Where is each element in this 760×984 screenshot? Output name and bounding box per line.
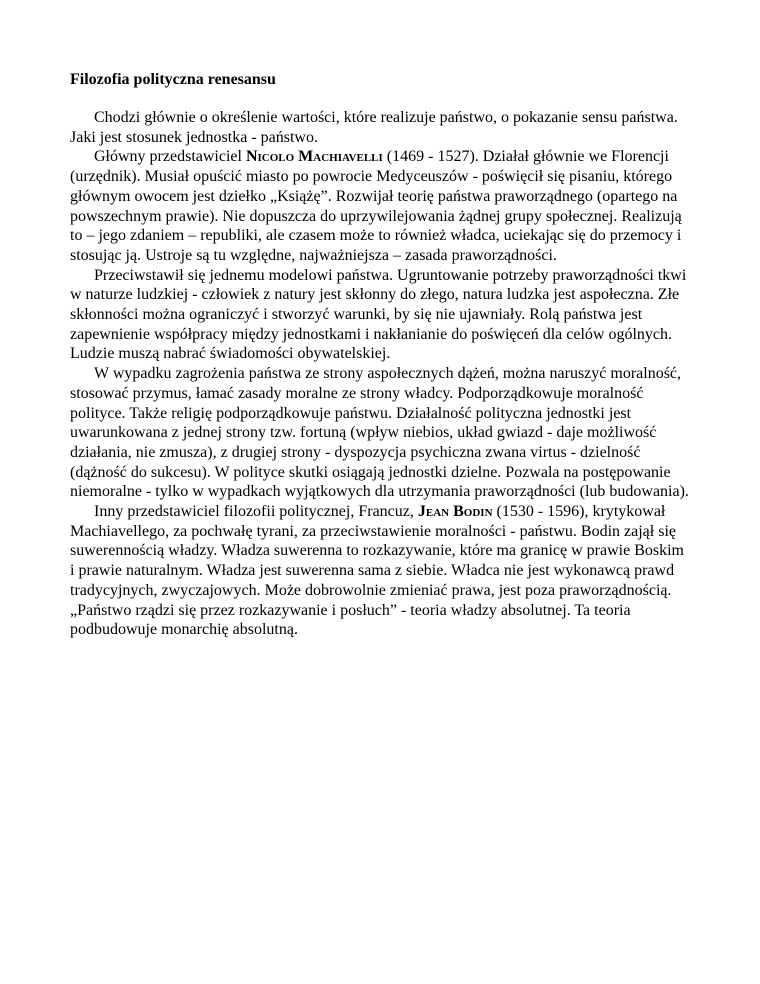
paragraph-2-intro: Główny przedstawiciel <box>94 148 246 166</box>
document-title: Filozofia polityczna renesansu <box>70 71 276 88</box>
paragraph-3: Przeciwstawił się jednemu modelowi państwa. Ugruntowanie potrzeby praworządności tkwi w naturze ludzkiej - człowiek z natury jest skłonny do złego, natura ludzka jest aspołeczna. Złe skłonności można ograniczyć i stworzyć warunki, by się nie ujawniały. Rolą państwa jest zapewnienie współpracy między jednostkami i nakłanianie do poświęceń dla celów ogólnych. Ludzie muszą nabrać świadomości obywatelskiej. <box>70 266 687 363</box>
paragraph-5-body: (1530 - 1596), krytykował Machiavellego, za pochwałę tyrani, za przeciwstawienie moralności - państwu. Bodin zajął się suwerennością władzy. Władza suwerenna to rozkazywanie, które ma granicę w prawie Boskim i prawie naturalnym. Władza jest suwerenna sama z siebie. Władca nie jest wykonawcą prawd tradycyjnych, zwyczajowych. Może dobrowolnie zmieniać prawa, jest poza praworządnością. „Państwo rządzi się przez rozkazywanie i posłuch” - teoria władzy absolutnej. Ta teoria podbudowuje monarchię absolutną. <box>70 503 684 639</box>
document-page <box>70 70 692 640</box>
person-name-machiavelli: Nicolo Machiavelli <box>245 148 383 166</box>
person-name-bodin: Jean Bodin <box>417 503 493 521</box>
paragraph-2 <box>70 147 692 265</box>
paragraph-5 <box>70 502 692 640</box>
paragraph-2-body: (1469 - 1527). Działał głównie we Florencji (urzędnik). Musiał opuścić miasto po powrocie Medyceuszów - poświęcił się pisaniu, którego głównym owocem jest dziełko „Książę”. Rozwijał teorię państwa praworządnego (opartego na powszechnym prawie). Nie dopuszcza do uprzywilejowania żądnej grupy społecznej. Realizują to – jego zdaniem – republiki, ale czasem może to również władca, uciekając się do przemocy i stosując ją. Ustroje są tu względne, najważniejsza – zasada praworządności. <box>70 148 682 264</box>
paragraph-4: W wypadku zagrożenia państwa ze strony aspołecznych dążeń, można naruszyć moralność, stosować przymus, łamać zasady moralne ze strony władcy. Podporządkowuje moralność polityce. Także religię podporządkowuje państwu. Działalność polityczna jednostki jest uwarunkowana z jednej strony tzw. fortuną (wpływ niebios, układ gwiazd - daje możliwość działania, nie zmusza), z drugiej strony - dyspozycja psychiczna zwana virtus - dzielność (dążność do sukcesu). W polityce skutki osiągają jednostki dzielne. Pozwala na postępowanie niemoralne - tylko w wypadkach wyjątkowych dla utrzymania praworządności (lub budowania). <box>70 365 689 501</box>
paragraph-1: Chodzi głównie o określenie wartości, które realizuje państwo, o pokazanie sensu państwa. Jaki jest stosunek jednostka - państwo. <box>70 109 678 146</box>
paragraph-5-intro: Inny przedstawiciel filozofii politycznej, Francuz, <box>94 503 418 521</box>
